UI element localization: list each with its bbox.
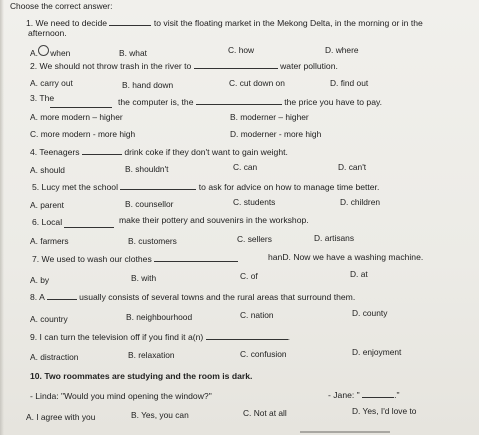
q7-option-b[interactable] — [131, 273, 156, 284]
q9-option-b[interactable] — [128, 350, 175, 361]
q6-option-b-label: B. customers — [128, 236, 177, 246]
q10-option-d[interactable] — [352, 406, 416, 417]
q4-option-d-label: D. can't — [338, 162, 367, 172]
q6-option-c[interactable] — [237, 234, 272, 245]
q7-text-part-2: hanD. Now we have a washing machine. — [268, 252, 424, 262]
q4-option-c[interactable] — [233, 162, 257, 173]
q4-text-part-2: drink coke if they don't want to gain weight. — [124, 147, 288, 157]
instruction-heading — [10, 1, 112, 12]
q9-option-d[interactable] — [352, 347, 401, 358]
q4-option-c-label: C. can — [233, 162, 258, 172]
q5-text-part-1: 5. Lucy met the school — [32, 182, 118, 192]
q3-option-c[interactable] — [30, 129, 135, 140]
q7-text-part-1: 7. We used to wash our clothes — [32, 254, 152, 264]
q3-answer-blank-1[interactable] — [50, 99, 112, 108]
q7-option-a[interactable] — [30, 275, 49, 286]
q6-text-part-2: make their pottery and souvenirs in the workshop. — [119, 215, 309, 225]
q1-option-b-label: B. what — [119, 48, 147, 58]
q3-option-d-label: D. moderner - more high — [230, 129, 322, 139]
q4-option-b-label: B. shouldn't — [125, 164, 169, 174]
q1-answer-blank[interactable] — [109, 17, 151, 26]
q6-answer-blank[interactable] — [64, 219, 114, 228]
question-3-stem-mid — [118, 96, 382, 108]
page-edge-shadow — [0, 0, 4, 435]
q8-text-part-2: usually consists of several towns and the rural areas that surround them. — [79, 292, 356, 302]
q4-answer-blank[interactable] — [82, 146, 122, 155]
q10-option-c-label: C. Not at all — [243, 408, 287, 418]
q3-text-part-1: 3. The — [30, 93, 55, 103]
q6-option-c-label: C. sellers — [237, 234, 272, 244]
question-8-stem — [30, 291, 355, 303]
q2-option-a[interactable] — [30, 78, 73, 89]
q9-text-part-1: 9. I can turn the television off if you find it a(n) — [30, 332, 204, 342]
q5-option-d[interactable] — [340, 197, 380, 208]
instruction-text: Choose the correct answer: — [10, 1, 113, 11]
q10-option-b[interactable] — [131, 410, 189, 421]
q10-option-a[interactable] — [26, 412, 95, 423]
q10-option-c[interactable] — [243, 408, 287, 419]
q5-option-a-label: A. parent — [30, 200, 64, 210]
q1-option-c[interactable] — [228, 45, 254, 56]
q2-option-d[interactable] — [330, 78, 368, 89]
question-10-dialogue-linda — [30, 391, 212, 402]
page-bottom-edge-mark — [300, 431, 390, 433]
q7-option-b-label: B. with — [131, 273, 157, 283]
question-1-stem-cont — [28, 28, 67, 39]
q4-option-a-label: A. should — [30, 165, 65, 175]
question-10-stem — [30, 371, 252, 382]
q8-text-part-1: 8. A — [30, 292, 45, 302]
q2-text-part-2: water pollution. — [280, 61, 338, 71]
q10-text-part-1: 10. Two roommates are studying and the room is dark. — [30, 371, 253, 381]
q9-option-c-label: C. confusion — [240, 349, 287, 359]
q2-option-a-label: A. carry out — [30, 78, 73, 88]
q2-text-part-1: 2. We should not throw trash in the river to — [30, 61, 192, 71]
q5-answer-blank[interactable] — [120, 181, 196, 190]
q8-option-c-label: C. nation — [240, 310, 274, 320]
q7-answer-blank[interactable] — [154, 253, 238, 262]
q9-option-d-label: D. enjoyment — [352, 347, 402, 357]
q3-option-b[interactable] — [230, 112, 309, 123]
question-6-stem-cont — [119, 215, 309, 226]
q6-option-d[interactable] — [314, 233, 354, 244]
q8-option-b[interactable] — [126, 312, 192, 323]
q8-option-a-label: A. country — [30, 314, 68, 324]
q1-text-part-3: afternoon. — [28, 28, 67, 38]
q8-option-c[interactable] — [240, 310, 274, 321]
q1-option-a[interactable]: A. when — [30, 45, 70, 59]
q3-answer-blank-2[interactable] — [196, 96, 282, 105]
q7-option-d-label: D. at — [350, 269, 368, 279]
q5-option-b-label: B. counsellor — [125, 199, 174, 209]
question-10-dialogue-jane — [328, 389, 400, 401]
q7-option-c[interactable] — [240, 271, 258, 282]
q1-option-d-label: D. where — [325, 45, 359, 55]
q6-option-a[interactable] — [30, 236, 69, 247]
q10-option-d-label: D. Yes, I'd love to — [352, 406, 417, 416]
question-2-stem — [30, 60, 338, 72]
q3-option-a-label: A. more modern – higher — [30, 112, 123, 122]
q3-option-b-label: B. moderner – higher — [230, 112, 309, 122]
q7-option-a-label: A. by — [30, 275, 50, 285]
q6-answer-blank-wrap — [64, 219, 114, 231]
q9-option-a-label: A. distraction — [30, 352, 79, 362]
question-1-stem — [26, 17, 423, 29]
q9-option-b-label: B. relaxation — [128, 350, 175, 360]
q4-option-a[interactable] — [30, 165, 65, 176]
q2-option-d-label: D. find out — [330, 78, 369, 88]
question-7-stem — [32, 253, 238, 265]
q3-text-part-2: the computer is, the — [118, 97, 194, 107]
q9-option-c[interactable] — [240, 349, 287, 360]
q9-answer-blank[interactable] — [206, 331, 291, 342]
q6-option-a-label: A. farmers — [30, 236, 69, 246]
q2-option-c[interactable] — [229, 78, 285, 89]
q8-option-d[interactable] — [352, 308, 387, 319]
q9-option-a[interactable] — [30, 352, 78, 363]
q1-option-c-label: C. how — [228, 45, 255, 55]
q7-option-c-label: C. of — [240, 271, 258, 281]
question-9-stem — [30, 331, 290, 343]
q8-option-d-label: D. county — [352, 308, 388, 318]
q3-option-a[interactable] — [30, 112, 123, 123]
q10-jane-line-part-2: ." — [394, 390, 400, 400]
q1-option-a-label: when — [50, 48, 71, 58]
q9-text-part-2: . — [287, 332, 291, 342]
q5-option-d-label: D. children — [340, 197, 381, 207]
q2-option-b[interactable] — [122, 80, 173, 91]
q1-option-d[interactable] — [325, 45, 359, 56]
question-6-stem — [32, 217, 62, 228]
q1-option-b[interactable] — [119, 48, 147, 59]
q8-option-b-label: B. neighbourhood — [126, 312, 193, 322]
q3-option-c-label: C. more modern - more high — [30, 129, 136, 139]
q10-linda-line: - Linda: "Would you mind opening the window?" — [30, 391, 212, 401]
q3-answer-blank-1-wrap — [50, 99, 112, 111]
q3-option-d[interactable] — [230, 129, 321, 140]
q2-option-c-label: C. cut down on — [229, 78, 285, 88]
q4-option-d[interactable] — [338, 162, 366, 173]
q4-option-b[interactable] — [125, 164, 169, 175]
q10-answer-blank[interactable] — [362, 389, 394, 398]
q1-text-part-2: to visit the floating market in the Mekong Delta, in the morning or in the — [153, 18, 423, 28]
q7-option-d[interactable] — [350, 269, 368, 280]
q6-option-d-label: D. artisans — [314, 233, 355, 243]
q10-jane-line-part-1: - Jane: " — [328, 390, 360, 400]
question-4-stem — [30, 146, 288, 158]
q8-option-a[interactable] — [30, 314, 68, 325]
q5-option-c[interactable] — [233, 197, 275, 208]
q10-option-b-label: B. Yes, you can — [131, 410, 189, 420]
q10-option-a-label: A. I agree with you — [26, 412, 96, 422]
q2-option-b-label: B. hand down — [122, 80, 174, 90]
q1-text-part-1: 1. We need to decide — [26, 18, 108, 28]
q8-answer-blank[interactable] — [47, 291, 77, 300]
question-7-stem-cont — [268, 252, 423, 263]
circled-mark-icon — [38, 45, 49, 56]
q4-text-part-1: 4. Teenagers — [30, 147, 80, 157]
question-5-stem — [32, 181, 379, 193]
q5-option-b[interactable] — [125, 199, 173, 210]
q5-option-a[interactable] — [30, 200, 64, 211]
q6-text-part-1: 6. Local — [32, 217, 63, 227]
q5-text-part-2: to ask for advice on how to manage time better. — [198, 182, 380, 192]
q5-option-c-label: C. students — [233, 197, 276, 207]
q2-answer-blank[interactable] — [194, 60, 278, 69]
q3-text-part-3: the price you have to pay. — [284, 97, 383, 107]
q6-option-b[interactable] — [128, 236, 177, 247]
